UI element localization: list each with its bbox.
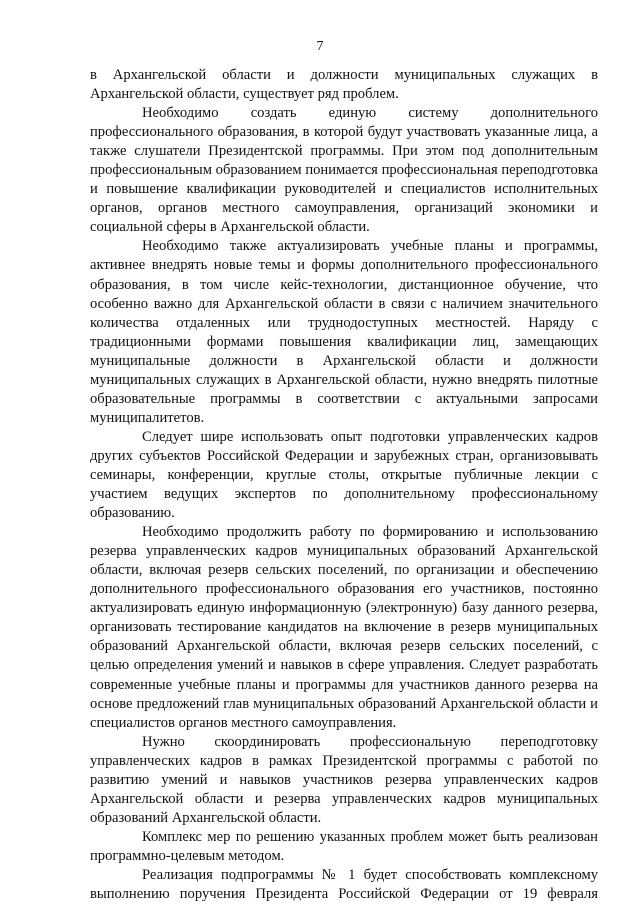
page-number: 7 <box>316 39 324 54</box>
paragraph: Следует шире использовать опыт подготовки управленческих кадров других субъектов Российской Федерации и зарубежных стран, организовывать семинары, конференции, круглые столы, открытые публичные лекции с участием ведущих экспертов по дополнительному профессиональному образованию. <box>90 428 598 522</box>
paragraph: Необходимо создать единую систему дополнительного профессионального образования, в которой будут участвовать указанные лица, а также слушатели Президентской программы. При этом под дополнительным профессиональным образованием понимается профессиональная переподготовка и повышение квалификации руководителей и специалистов исполнительных органов, органов местного самоуправления, организаций экономики и социальной сферы в Архангельской области. <box>90 105 598 236</box>
paragraph: Реализация подпрограммы № 1 будет способствовать комплексному выполнению поручения Президента Российской Федерации от 19 февраля <box>90 866 598 903</box>
paragraph: Комплекс мер по решению указанных проблем может быть реализован программно-целевым методом. <box>90 828 598 864</box>
paragraph: Необходимо также актуализировать учебные планы и программы, активнее внедрять новые темы и формы дополнительного профессионального образования, в том числе кейс-технологии, дистанционное обучение, что особенно важно для Архангельской области в связи с наличием значительного количества отдаленных или труднодоступных местностей. Наряду с традиционными формами повышения квалификации лиц, замещающих муниципальные должности в Архангельской области и должности муниципальных служащих в Архангельской области, нужно внедрять пилотные образовательные программы в соответствии с актуальными запросами муниципалитетов. <box>90 238 598 426</box>
body-text <box>90 66 598 904</box>
paragraph: Нужно скоординировать профессиональную переподготовку управленческих кадров в рамках Президентской программы с работой по развитию умений и навыков участников резерва управленческих кадров Архангельской области и резерва управленческих кадров муниципальных образований Архангельской области. <box>90 733 598 826</box>
paragraph: в Архангельской области и должности муниципальных служащих в Архангельской области, существует ряд проблем. <box>90 67 598 103</box>
paragraph: Необходимо продолжить работу по формированию и использованию резерва управленческих кадров муниципальных образований Архангельской области, включая резерв сельских поселений, по организации и обеспечению дополнительного профессионального образования его участников, постоянно актуализировать единую информационную (электронную) базу данного резерва, организовать тестирование кандидатов на включение в резерв муниципальных образований Архангельской области, включая резерв сельских поселений, с целью определения умений и навыков в сфере управления. Следует разработать современные учебные планы и программы для участников данного резерва на основе предложений глав муниципальных образований Архангельской области и специалистов органов местного самоуправления. <box>90 524 598 731</box>
